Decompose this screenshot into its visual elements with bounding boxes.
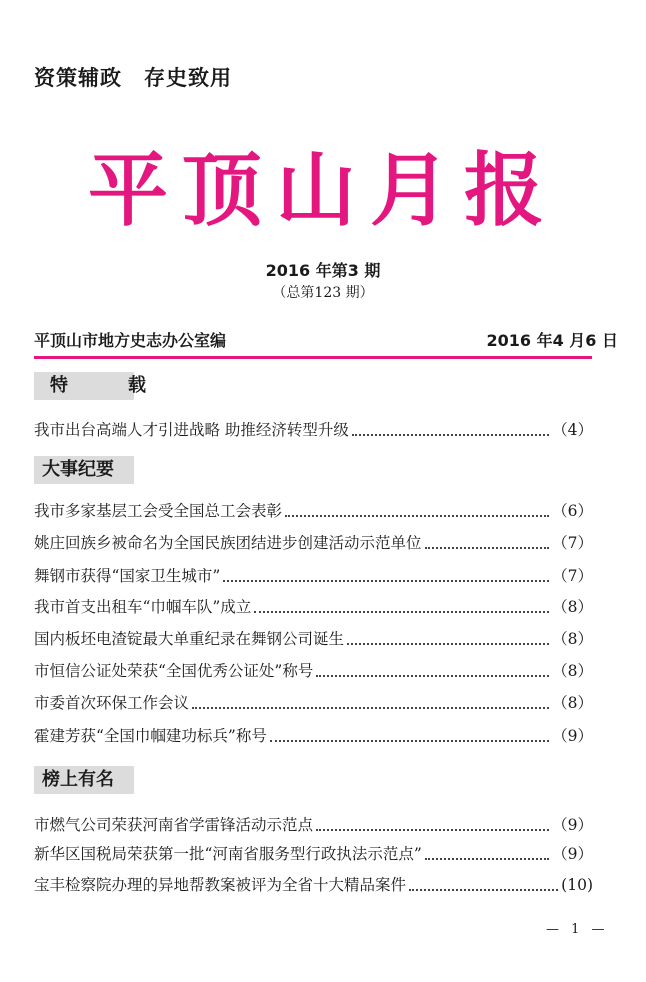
- toc-entry[interactable]: [34, 873, 593, 897]
- section-heading-char: 特: [50, 375, 68, 396]
- toc-leader: [254, 611, 549, 613]
- toc-leader: [352, 434, 549, 436]
- toc-leader: [425, 547, 550, 549]
- toc-entry-title: 市燃气公司荣获河南省学雷锋活动示范点: [34, 816, 314, 834]
- toc-entry[interactable]: [34, 418, 593, 442]
- toc-entry-page: （4）: [552, 421, 593, 439]
- section-heading-special: [34, 372, 146, 400]
- toc-entry-page: （6）: [552, 502, 593, 520]
- page-number: — 1 —: [546, 922, 609, 937]
- masthead-title: 平顶山月报: [88, 143, 558, 237]
- toc-leader: [223, 580, 549, 582]
- toc-entry-page: (10): [561, 876, 593, 894]
- editor-name: 平顶山市地方史志办公室编: [34, 331, 227, 350]
- toc-entry-title: 宝丰检察院办理的异地帮教案被评为全省十大精品案件: [34, 876, 407, 894]
- toc-entry-page: （9）: [552, 845, 593, 863]
- toc-entry-title: 市恒信公证处荣获“全国优秀公证处”称号: [34, 662, 314, 680]
- toc-entry[interactable]: [34, 627, 593, 651]
- publish-date: 2016 年4 月6 日: [486, 331, 618, 350]
- toc-entry[interactable]: [34, 499, 593, 523]
- toc-leader: [192, 707, 549, 709]
- toc-entry[interactable]: [34, 813, 593, 837]
- toc-entry-page: （8）: [552, 630, 593, 648]
- toc-entry-page: （7）: [552, 567, 593, 585]
- toc-entry[interactable]: [34, 595, 593, 619]
- toc-leader: [316, 675, 549, 677]
- motto: 资策辅政 存史致用: [34, 66, 232, 90]
- toc-leader: [425, 858, 549, 860]
- toc-entry-page: （7）: [552, 534, 593, 552]
- toc-entry-title: 新华区国税局荣获第一批“河南省服务型行政执法示范点”: [34, 845, 422, 863]
- toc-entry[interactable]: [34, 691, 593, 715]
- header-divider: [34, 356, 592, 359]
- toc-entry[interactable]: [34, 659, 593, 683]
- section-heading-events: 大事纪要: [34, 456, 134, 484]
- toc-leader: [409, 889, 558, 891]
- toc-entry-title: 姚庄回族乡被命名为全国民族团结进步创建活动示范单位: [34, 534, 422, 552]
- toc-leader: [347, 643, 549, 645]
- issue-number: 2016 年第3 期: [265, 261, 381, 280]
- toc-entry-title: 我市首支出租车“巾帼车队”成立: [34, 598, 252, 616]
- toc-entry[interactable]: [34, 724, 593, 748]
- toc-entry-title: 国内板坯电渣锭最大单重纪录在舞钢公司诞生: [34, 630, 345, 648]
- toc-entry-title: 市委首次环保工作会议: [34, 694, 190, 712]
- toc-entry[interactable]: [34, 564, 593, 588]
- toc-entry-page: （8）: [552, 662, 593, 680]
- toc-entry[interactable]: [34, 842, 593, 866]
- section-heading-honors: 榜上有名: [34, 766, 134, 794]
- toc-entry-title: 我市多家基层工会受全国总工会表彰: [34, 502, 283, 520]
- editor-line: [34, 328, 618, 351]
- toc-entry-title: 霍建芳获“全国巾帼建功标兵”称号: [34, 727, 267, 745]
- toc-entry-title: 舞钢市获得“国家卫生城市”: [34, 567, 221, 585]
- toc-leader: [285, 515, 549, 517]
- toc-entry-page: （9）: [552, 816, 593, 834]
- toc-leader: [270, 740, 549, 742]
- toc-leader: [316, 829, 549, 831]
- toc-entry-page: （8）: [552, 694, 593, 712]
- toc-entry-page: （8）: [552, 598, 593, 616]
- section-heading-char: 载: [128, 375, 146, 396]
- issue-total: （总第123 期）: [272, 285, 374, 301]
- toc-entry-title: 我市出台高端人才引进战略 助推经济转型升级: [34, 421, 349, 439]
- toc-entry[interactable]: [34, 531, 593, 555]
- toc-entry-page: （9）: [552, 727, 593, 745]
